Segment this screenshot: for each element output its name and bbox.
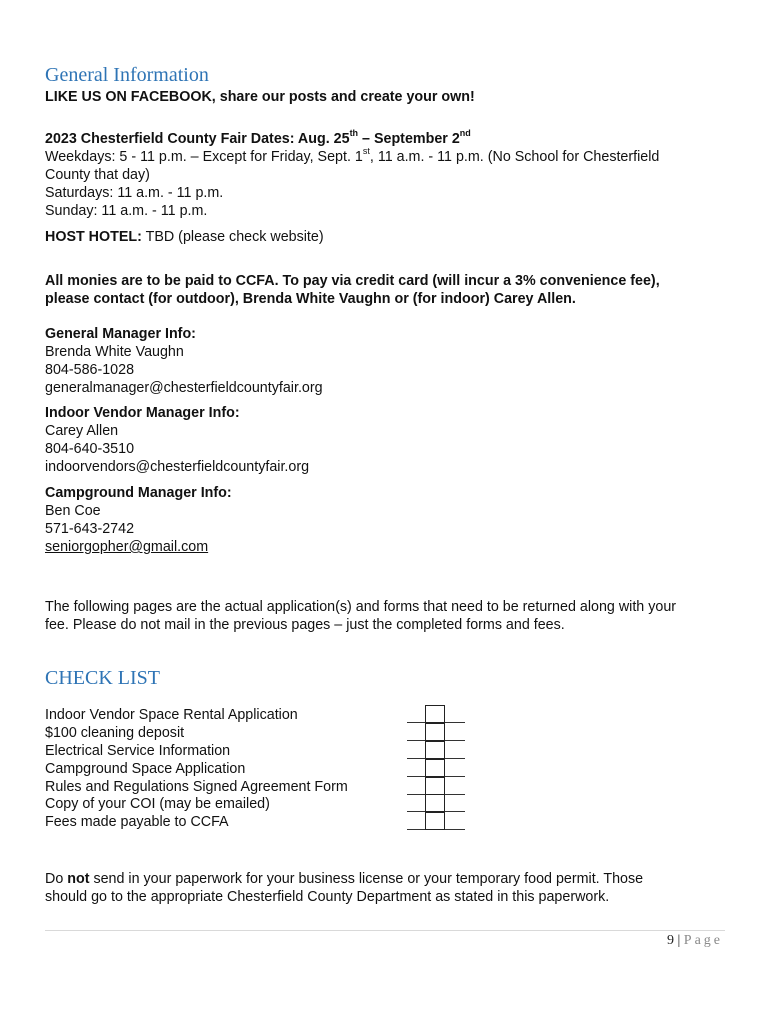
contact-email: generalmanager@chesterfieldcountyfair.org <box>45 380 323 396</box>
checkbox-square[interactable] <box>425 705 445 723</box>
closing-line-2: should go to the appropriate Chesterfield County Department as stated in this paperwork. <box>45 889 610 905</box>
checkbox-square[interactable] <box>425 723 445 741</box>
checklist-checkbox-row <box>407 812 467 830</box>
closing-not-emphasis: not <box>67 871 90 887</box>
fair-dates-sup-th: th <box>349 128 359 139</box>
page-number: 9 <box>666 933 674 948</box>
checklist-checkbox-row <box>407 705 467 723</box>
fair-dates-block <box>45 130 735 220</box>
contact-phone: 804-586-1028 <box>45 362 135 378</box>
checklist-checkbox-row <box>407 741 467 759</box>
page-word: Page <box>683 933 723 948</box>
fair-dates-middle: – September 2 <box>358 131 460 147</box>
checkbox-square[interactable] <box>425 777 445 795</box>
following-pages-line-2: fee. Please do not mail in the previous pages – just the completed forms and fees. <box>45 617 565 633</box>
general-information-heading: General Information <box>45 64 209 86</box>
closing-line-1 <box>45 870 735 888</box>
monies-line-2: please contact (for outdoor), Brenda White Vaughn or (for indoor) Carey Allen. <box>45 291 576 307</box>
weekdays-sup-st: st <box>362 146 370 157</box>
checklist-item: Fees made payable to CCFA <box>45 814 229 831</box>
saturdays-line: Saturdays: 11 a.m. - 11 p.m. <box>45 185 224 201</box>
checklist-item: Rules and Regulations Signed Agreement Form <box>45 778 348 795</box>
indoor-vendor-manager-contact <box>45 404 735 476</box>
monies-paragraph <box>45 272 735 308</box>
closing-line-1-rest: send in your paperwork for your business license or your temporary food permit. Those <box>89 871 644 887</box>
contact-name: Ben Coe <box>45 503 101 519</box>
fair-dates-sup-nd: nd <box>459 128 471 139</box>
host-hotel-label: HOST HOTEL: <box>45 229 142 245</box>
checklist-checkbox-row <box>407 723 467 741</box>
checklist-item: Indoor Vendor Space Rental Application <box>45 707 298 723</box>
weekdays-suffix: , 11 a.m. - 11 p.m. (No School for Chesterfield <box>369 149 660 165</box>
general-manager-contact <box>45 325 735 397</box>
following-pages-paragraph <box>45 598 735 634</box>
checklist-checkbox-row <box>407 777 467 795</box>
closing-paragraph <box>45 870 735 906</box>
contact-name: Carey Allen <box>45 423 119 439</box>
check-list-heading: CHECK LIST <box>45 667 160 689</box>
checklist-checkboxes <box>407 705 467 830</box>
monies-line-1: All monies are to be paid to CCFA. To pay via credit card (will incur a 3% convenience fee), <box>45 273 660 289</box>
contact-name: Brenda White Vaughn <box>45 344 184 360</box>
checkbox-square[interactable] <box>425 741 445 759</box>
checklist-items <box>45 707 348 832</box>
footer-divider <box>45 930 725 931</box>
weekdays-line-2: County that day) <box>45 167 150 183</box>
contact-phone: 571-643-2742 <box>45 521 135 537</box>
page-footer <box>667 932 723 950</box>
facebook-line: LIKE US ON FACEBOOK, share our posts and create your own! <box>45 89 475 105</box>
host-hotel-line <box>45 228 735 246</box>
checkbox-square[interactable] <box>425 759 445 777</box>
contact-title: Campground Manager Info: <box>45 485 232 501</box>
contact-title: Indoor Vendor Manager Info: <box>45 405 240 421</box>
weekdays-line <box>45 148 735 166</box>
following-pages-line-1: The following pages are the actual application(s) and forms that need to be returned along with your <box>45 599 677 615</box>
checklist-item: $100 cleaning deposit <box>45 724 185 741</box>
checkbox-square[interactable] <box>425 812 445 830</box>
closing-do: Do <box>45 871 68 887</box>
sunday-line: Sunday: 11 a.m. - 11 p.m. <box>45 203 208 219</box>
checklist-item: Electrical Service Information <box>45 742 231 759</box>
contact-email: indoorvendors@chesterfieldcountyfair.org <box>45 459 310 475</box>
checklist-item: Copy of your COI (may be emailed) <box>45 796 270 813</box>
footer-separator: | <box>673 933 684 948</box>
checklist-checkbox-row <box>407 794 467 812</box>
host-hotel-value: TBD (please check website) <box>141 229 324 245</box>
campground-manager-contact <box>45 484 735 556</box>
weekdays-prefix: Weekdays: 5 - 11 p.m. – Except for Friday, Sept. 1 <box>45 149 363 165</box>
document-page <box>45 0 735 1024</box>
fair-dates-line <box>45 130 735 148</box>
campground-email-link[interactable]: seniorgopher@gmail.com <box>45 539 209 555</box>
checkbox-square[interactable] <box>425 794 445 812</box>
checklist-item: Campground Space Application <box>45 760 246 777</box>
fair-dates-prefix: 2023 Chesterfield County Fair Dates: Aug. 25 <box>45 131 350 147</box>
contact-title: General Manager Info: <box>45 326 196 342</box>
checklist-checkbox-row <box>407 759 467 777</box>
contact-phone: 804-640-3510 <box>45 441 135 457</box>
